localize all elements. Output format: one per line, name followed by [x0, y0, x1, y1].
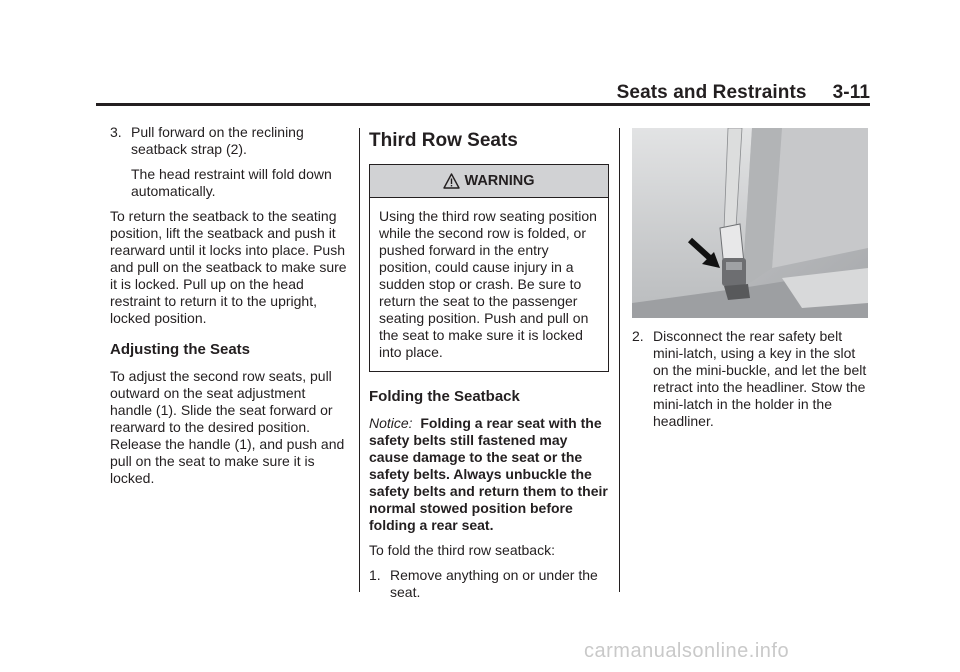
adjusting-seats-paragraph: To adjust the second row seats, pull outward on the seat adjustment handle (1). Slide the seat forward or rearward to the desired position. Release the handle (1), and push and pull on the seat to make sure it is locked. [110, 368, 345, 486]
seat-belt-latch-illustration [632, 128, 868, 318]
step-3 [110, 124, 350, 158]
watermark: carmanualsonline.info [584, 640, 790, 662]
step-number: 1. [369, 567, 381, 583]
column-divider [359, 128, 360, 592]
page-header [96, 76, 870, 104]
notice-label: Notice: [369, 415, 413, 431]
header-rule [96, 103, 870, 106]
section-title: Seats and Restraints [616, 82, 807, 103]
notice-paragraph [369, 415, 609, 534]
step-text: Remove anything on or under the seat. [390, 567, 598, 600]
step-1 [369, 567, 609, 601]
return-seatback-paragraph: To return the seatback to the seating position, lift the seatback and push it rearward until it locks into place. Push and pull on the seatback to make sure it is locked. Pull up on the head restraint to return it to the upright, locked position. [110, 208, 347, 326]
column-3 [632, 124, 872, 438]
step-number: 2. [632, 328, 644, 344]
step-3-subtext: The head restraint will fold down automatically. [131, 166, 332, 199]
warning-triangle-icon [443, 173, 460, 189]
warning-box [369, 164, 609, 372]
adjusting-seats-heading: Adjusting the Seats [110, 341, 251, 358]
step-number: 3. [110, 124, 122, 140]
step-text: Pull forward on the reclining seatback strap (2). [131, 124, 304, 157]
warning-header [370, 165, 608, 198]
page-number: 3-11 [832, 82, 870, 103]
column-divider [619, 128, 620, 592]
column-1 [110, 124, 350, 495]
warning-title: WARNING [464, 172, 535, 189]
step-2 [632, 328, 872, 430]
notice-text: Folding a rear seat with the safety belts still fastened may cause damage to the seat or the safety belts. Always unbuckle the safety belts and return them to their normal stowed position before folding a rear seat. [369, 415, 608, 533]
third-row-heading: Third Row Seats [369, 130, 518, 151]
step-text: Disconnect the rear safety belt mini-latch, using a key in the slot on the mini-buckle, and let the belt retract into the headliner. Stow the mini-latch in the holder in the headliner. [653, 328, 867, 429]
column-2 [369, 124, 609, 609]
folding-seatback-heading: Folding the Seatback [369, 388, 520, 405]
warning-text: Using the third row seating position while the second row is folded, or pushed forward in the entry position, could cause injury in a sudden stop or crash. Be sure to return the seat to the passenger seating position. Push and pull on the seat to make sure it is locked into place. [379, 208, 597, 360]
fold-intro: To fold the third row seatback: [369, 542, 555, 558]
